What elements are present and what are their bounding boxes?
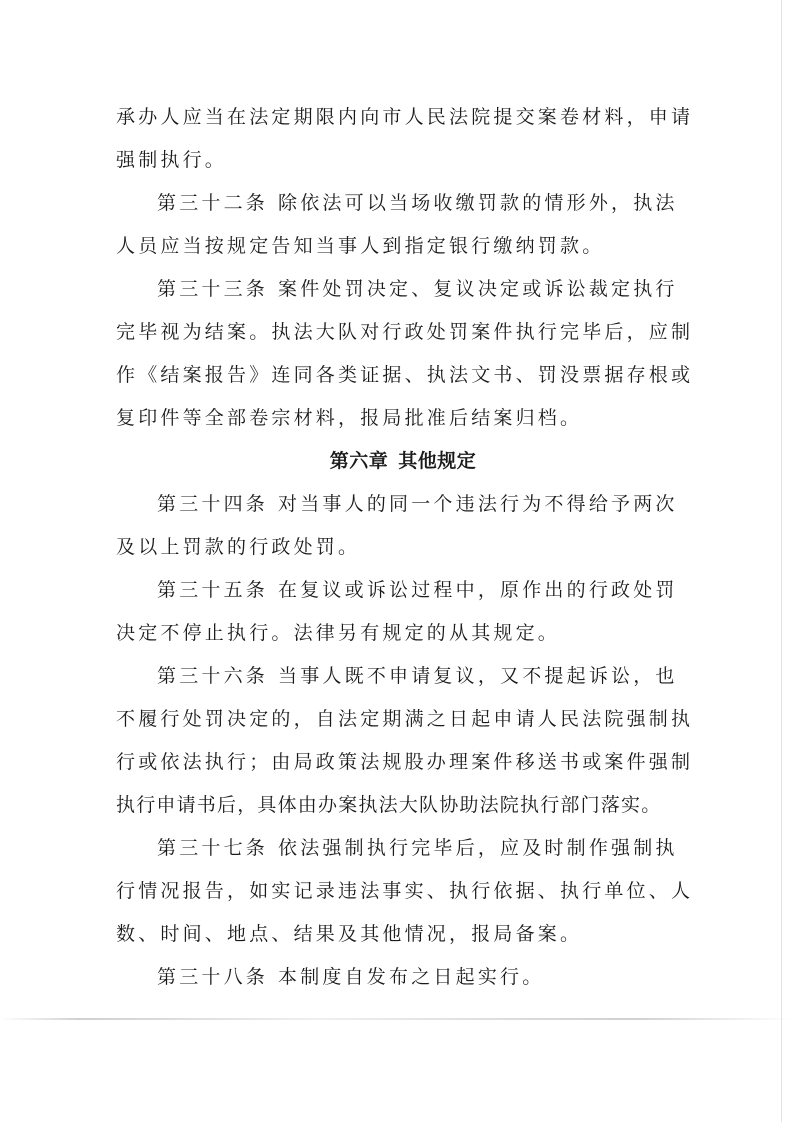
- article-text: 在复议或诉讼过程中，原作出的行政处罚: [278, 579, 678, 601]
- chapter-heading: [116, 440, 698, 483]
- article-text: 本制度自发布之日起实行。: [278, 966, 545, 988]
- article-34: [116, 483, 698, 526]
- text-line: 完毕视为结案。执法大队对行政处罚案件执行完毕后，应制: [116, 321, 694, 343]
- article-text: 当事人既不申请复议，又不提起诉讼，也: [278, 665, 678, 687]
- text-line: 不履行处罚决定的，自法定期满之日起申请人民法院强制执: [116, 708, 694, 730]
- article-number: 第三十八条: [157, 966, 269, 988]
- article-text: 案件处罚决定、复议决定或诉讼裁定执行: [278, 278, 678, 300]
- text-line: 执行申请书后，具体由办案执法大队协助法院执行部门落实。: [116, 794, 662, 816]
- text-line: 数、时间、地点、结果及其他情况，报局备案。: [116, 923, 583, 945]
- article-text: 依法强制执行完毕后，应及时制作强制执: [278, 837, 678, 859]
- article-36: [116, 655, 698, 698]
- text-line: 及以上罚款的行政处罚。: [116, 536, 361, 558]
- article-33: [116, 268, 698, 311]
- text-line: 决定不停止执行。法律另有规定的从其规定。: [116, 622, 561, 644]
- article-number: 第三十七条: [157, 837, 269, 859]
- text-line: 作《结案报告》连同各类证据、执法文书、罚没票据存根或: [116, 364, 694, 386]
- article-number: 第三十五条: [157, 579, 269, 601]
- text-line: 承办人应当在法定期限内向市人民法院提交案卷材料，申请: [116, 106, 694, 128]
- article-38: [116, 956, 698, 999]
- text-line: 行或依法执行；由局政策法规股办理案件移送书或案件强制: [116, 751, 694, 773]
- text-line: 人员应当按规定告知当事人到指定银行缴纳罚款。: [116, 235, 605, 257]
- article-number: 第三十六条: [157, 665, 269, 687]
- article-number: 第三十四条: [157, 493, 269, 515]
- text-line: 强制执行。: [116, 149, 228, 171]
- scan-edge-line: [781, 0, 782, 1122]
- article-35: [116, 569, 698, 612]
- scan-edge-line: [0, 1018, 793, 1020]
- article-32: [116, 182, 698, 225]
- document-body: [116, 96, 698, 999]
- chapter-number: 第六章: [329, 450, 389, 472]
- article-text: 对当事人的同一个违法行为不得给予两次: [278, 493, 678, 515]
- article-number: 第三十三条: [157, 278, 269, 300]
- article-text: 除依法可以当场收缴罚款的情形外，执法: [278, 192, 678, 214]
- article-number: 第三十二条: [157, 192, 269, 214]
- article-37: [116, 827, 698, 870]
- chapter-title: 其他规定: [398, 450, 477, 472]
- text-line: 复印件等全部卷宗材料，报局批准后结案归档。: [116, 407, 583, 429]
- text-line: 行情况报告，如实记录违法事实、执行依据、执行单位、人: [116, 880, 694, 902]
